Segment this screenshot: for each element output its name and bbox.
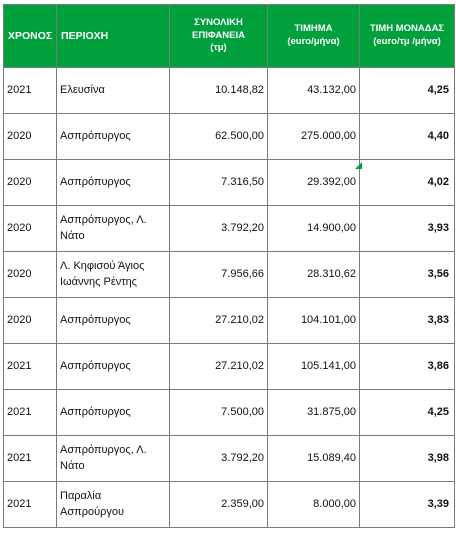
cell-rent: 105.141,00 <box>268 344 360 390</box>
cell-area: Ελευσίνα <box>57 68 170 114</box>
cell-area: Παραλία Ασπρούργου <box>57 482 170 528</box>
header-size-line2: ΕΠΙΦΑΝΕΙΑ <box>192 29 245 41</box>
cell-unit-price: 4,40 <box>360 114 455 160</box>
cell-size: 10.148,82 <box>170 68 268 114</box>
cell-rent: 29.392,00 <box>268 160 360 206</box>
cell-size: 7.956,66 <box>170 252 268 298</box>
header-row <box>4 5 455 68</box>
cell-year: 2020 <box>4 298 57 344</box>
cell-area: Λ. Κηφισού Άγιος Ιωάννης Ρέντης <box>57 252 170 298</box>
header-rent <box>268 5 360 68</box>
cell-year: 2021 <box>4 344 57 390</box>
cell-size: 7.316,50 <box>170 160 268 206</box>
cell-area: Ασπρόπυργος, Λ. Νάτο <box>57 436 170 482</box>
table-row <box>4 206 455 252</box>
header-rent-title: ΤΙΜΗΜΑ <box>294 23 333 35</box>
cell-size: 27.210,02 <box>170 298 268 344</box>
cell-rent: 14.900,00 <box>268 206 360 252</box>
cell-area: Ασπρόπυργος <box>57 298 170 344</box>
header-size-unit: (τμ) <box>210 42 227 54</box>
table-row <box>4 298 455 344</box>
cell-corner-marker <box>355 162 362 169</box>
header-area: ΠΕΡΙΟΧΗ <box>57 5 170 68</box>
cell-rent: 28.310,62 <box>268 252 360 298</box>
table-row <box>4 482 455 528</box>
header-size-line1: ΣΥΝΟΛΙΚΗ <box>194 16 243 28</box>
cell-rent: 275.000,00 <box>268 114 360 160</box>
cell-year: 2021 <box>4 482 57 528</box>
cell-unit-price: 3,56 <box>360 252 455 298</box>
cell-area: Ασπρόπυργος <box>57 114 170 160</box>
cell-unit-price: 3,83 <box>360 298 455 344</box>
cell-year: 2020 <box>4 252 57 298</box>
cell-year: 2021 <box>4 68 57 114</box>
cell-rent: 15.089,40 <box>268 436 360 482</box>
cell-year: 2020 <box>4 160 57 206</box>
cell-unit-price: 4,25 <box>360 68 455 114</box>
cell-area: Ασπρόπυργος <box>57 160 170 206</box>
cell-size: 62.500,00 <box>170 114 268 160</box>
cell-year: 2020 <box>4 206 57 252</box>
header-unit-price-unit: (euro/τμ /μήνα) <box>373 36 441 47</box>
cell-unit-price: 4,02 <box>360 160 455 206</box>
cell-area: Ασπρόπυργος, Λ. Νάτο <box>57 206 170 252</box>
cell-unit-price: 3,93 <box>360 206 455 252</box>
table-row <box>4 160 455 206</box>
table-row <box>4 436 455 482</box>
cell-rent: 8.000,00 <box>268 482 360 528</box>
table-row <box>4 344 455 390</box>
cell-unit-price: 3,86 <box>360 344 455 390</box>
table-row <box>4 68 455 114</box>
cell-unit-price: 4,25 <box>360 390 455 436</box>
rental-table-container <box>3 4 454 528</box>
cell-rent: 31.875,00 <box>268 390 360 436</box>
cell-rent: 104.101,00 <box>268 298 360 344</box>
table-row <box>4 252 455 298</box>
cell-year: 2021 <box>4 390 57 436</box>
cell-unit-price: 3,98 <box>360 436 455 482</box>
cell-size: 3.792,20 <box>170 436 268 482</box>
header-unit-price <box>360 5 455 68</box>
table-row <box>4 390 455 436</box>
table-header <box>4 5 455 68</box>
cell-unit-price: 3,39 <box>360 482 455 528</box>
table-row <box>4 114 455 160</box>
header-year: ΧΡΟΝΟΣ <box>4 5 57 68</box>
table-body <box>4 68 455 528</box>
rental-table <box>3 4 455 528</box>
cell-area: Ασπρόπυργος <box>57 344 170 390</box>
cell-size: 3.792,20 <box>170 206 268 252</box>
cell-size: 2.359,00 <box>170 482 268 528</box>
header-size <box>170 5 268 68</box>
cell-year: 2020 <box>4 114 57 160</box>
header-rent-unit: (euro/μήνα) <box>287 36 340 47</box>
cell-area: Ασπρόπυργος <box>57 390 170 436</box>
cell-size: 27.210,02 <box>170 344 268 390</box>
cell-year: 2021 <box>4 436 57 482</box>
header-unit-price-title: ΤΙΜΗ ΜΟΝΑΔΑΣ <box>369 23 445 35</box>
cell-size: 7.500,00 <box>170 390 268 436</box>
cell-rent: 43.132,00 <box>268 68 360 114</box>
